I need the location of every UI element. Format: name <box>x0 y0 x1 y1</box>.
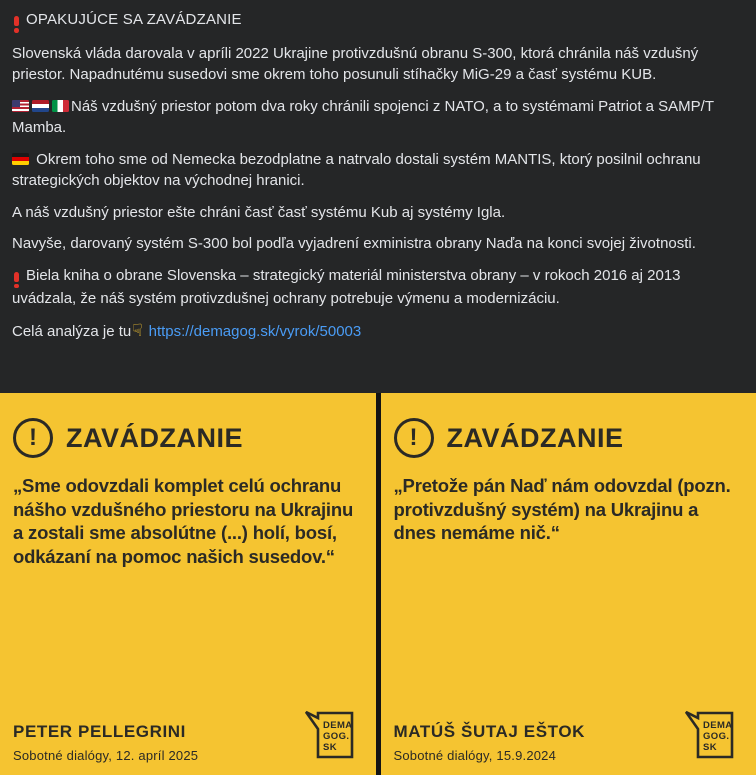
flag-us-icon <box>12 100 29 112</box>
svg-text:DEMA: DEMA <box>322 720 353 731</box>
flag-nl-icon <box>32 100 49 112</box>
flag-de-icon <box>12 153 29 165</box>
quote-text: „Sme odovzdali komplet celú ochranu nášho vzdušného priestoru na Ukrajinu a zostali sme absolútne (...) holí, bosí, odkázaní na pomoc našich susedov.“ <box>13 475 354 567</box>
post-paragraph: Slovenská vláda darovala v apríli 2022 Ukrajine protivzdušnú obranu S-300, ktorá chránila náš vzdušný priestor. Napadnutému susedovi sme okrem toho posunuli stíhačky MiG-29 a časť systému KUB. <box>12 44 699 83</box>
verdict-label: ZAVÁDZANIE <box>66 422 243 453</box>
verdict-cards <box>0 393 756 775</box>
demagog-logo <box>682 709 738 761</box>
post-link-line: Celá analýza je tu☟ https://demagog.sk/vyrok/50003 <box>12 320 362 340</box>
verdict-header <box>13 418 360 458</box>
flag-it-icon <box>52 100 69 112</box>
quote-text: „Pretože pán Naď nám odovzdal (pozn. protivzdušný systém) na Ukrajinu a dnes nemáme nič.“ <box>393 475 731 543</box>
post-paragraph: A náš vzdušný priestor ešte chráni časť časť systému Kub aj systémy Igla. <box>12 203 506 221</box>
post-paragraph: Náš vzdušný priestor potom dva roky chránili spojenci z NATO, a to systémami Patriot a SAMP/T Mamba. <box>12 97 714 136</box>
red-exclamation-icon <box>14 16 19 33</box>
verdict-card-left <box>0 393 376 775</box>
warning-circle-icon: ! <box>13 418 53 458</box>
post-title <box>12 9 734 33</box>
speaker-name: PETER PELLEGRINI <box>13 722 187 741</box>
pointing-down-icon: ☟ <box>132 320 143 340</box>
warning-circle-icon: ! <box>394 418 434 458</box>
svg-text:GOG.: GOG. <box>322 731 349 742</box>
svg-text:DEMA: DEMA <box>703 720 733 731</box>
svg-text:GOG.: GOG. <box>703 731 730 742</box>
post-title-text: OPAKUJÚCE SA ZAVÁDZANIE <box>26 11 242 28</box>
card-footer <box>13 722 363 763</box>
card-footer <box>394 722 744 763</box>
verdict-header <box>394 418 741 458</box>
red-exclamation-icon <box>14 272 19 289</box>
svg-text:SK: SK <box>703 742 717 753</box>
quote-source: Sobotné dialógy, 12. apríl 2025 <box>13 748 199 763</box>
demagog-logo <box>302 709 358 761</box>
svg-text:SK: SK <box>322 742 337 753</box>
verdict-label: ZAVÁDZANIE <box>446 422 624 453</box>
verdict-card-right <box>381 393 756 775</box>
post-paragraph: Okrem toho sme od Nemecka bezodplatne a natrvalo dostali systém MANTIS, ktorý posilnil ochranu strategických objektov na východnej hranici. <box>12 150 701 189</box>
quote-source: Sobotné dialógy, 15.9.2024 <box>393 748 557 763</box>
speaker-name: MATÚŠ ŠUTAJ EŠTOK <box>393 722 586 741</box>
analysis-link[interactable]: https://demagog.sk/vyrok/50003 <box>148 322 362 340</box>
post-paragraph: Biela kniha o obrane Slovenska – strategický materiál ministerstva obrany – v rokoch 2016 aj 2013 uvádzala, že náš systém protivzdušnej ochrany potrebuje výmenu a modernizáciu. <box>12 266 681 307</box>
post-paragraph: Navyše, darovaný systém S-300 bol podľa vyjadrení exministra obrany Naďa na konci svojej životnosti. <box>12 235 696 252</box>
